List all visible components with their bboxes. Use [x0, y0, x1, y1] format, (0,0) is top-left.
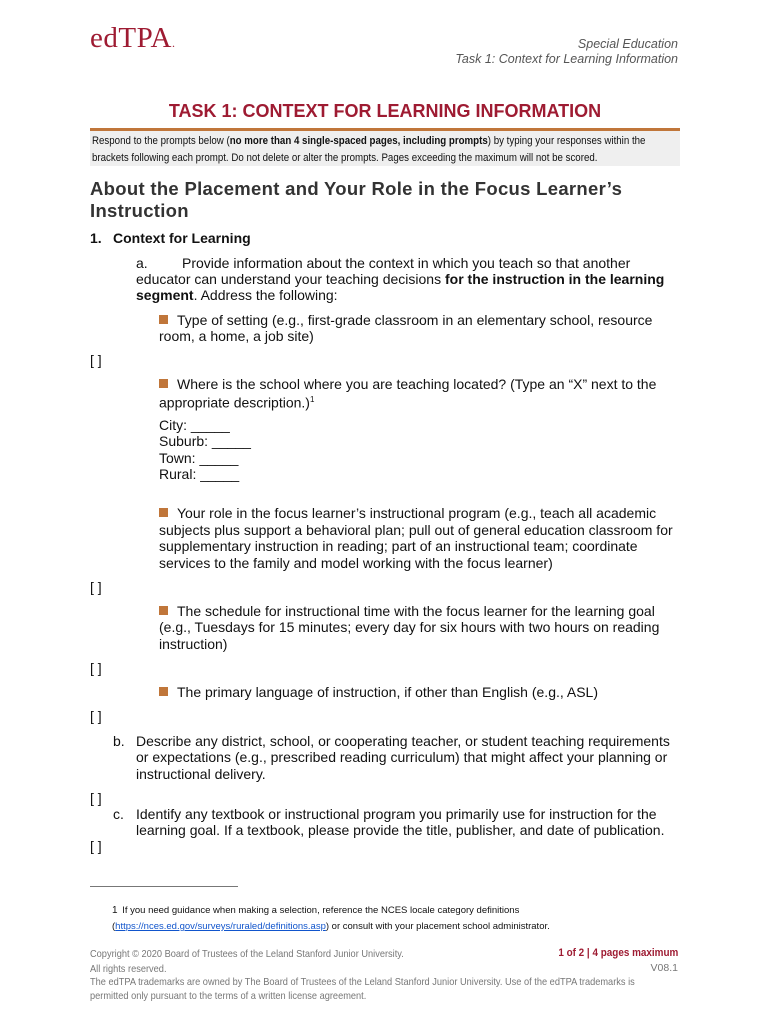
version-label: V08.1 — [650, 962, 678, 974]
bullet-square-icon — [159, 379, 168, 388]
bullet-square-icon — [159, 315, 168, 324]
response-bracket-language[interactable]: [ ] — [90, 708, 102, 724]
q1b-label: b. — [113, 733, 125, 749]
response-bracket-schedule[interactable]: [ ] — [90, 660, 102, 676]
bullet-setting-text1: Type of setting (e.g., first-grade classroom in an elementary school, resource — [177, 312, 653, 328]
bullet-setting-line1 — [159, 312, 652, 329]
bullet-language-text1: The primary language of instruction, if other than English (e.g., ASL) — [177, 684, 599, 700]
response-bracket-setting[interactable]: [ ] — [90, 352, 102, 368]
bullet-role-line4: services to the family and model working with the focus learner) — [159, 555, 553, 571]
footnote-rule — [90, 886, 238, 887]
footnote-ref[interactable]: 1 — [309, 395, 315, 404]
q1b-line2: or expectations (e.g., prescribed reading curriculum) that might affect your planning or — [136, 749, 668, 765]
copyright-line1: Copyright © 2020 Board of Trustees of the Leland Stanford Junior University. — [90, 948, 404, 960]
bullet-schedule-line1 — [159, 603, 655, 620]
bullet-location-line2 — [159, 392, 314, 411]
bullet-role-line1 — [159, 505, 656, 522]
bullet-square-icon — [159, 606, 168, 615]
location-city[interactable]: City: _____ — [159, 417, 230, 433]
response-bracket-textbook[interactable]: [ ] — [90, 838, 102, 854]
q1a-text3: . Address the following: — [193, 287, 338, 303]
bullet-location-line1 — [159, 376, 656, 393]
footnote-open-paren: ( — [112, 921, 116, 932]
instructions-bold: no more than 4 single-spaced pages, including prompts — [229, 135, 488, 147]
q1c-line1: Identify any textbook or instructional program you primarily use for instruction for the — [136, 806, 657, 822]
q1a-line2 — [136, 271, 664, 288]
q1a-line1: Provide information about the context in which you teach so that another — [182, 255, 631, 271]
header-task: Task 1: Context for Learning Information — [455, 52, 678, 66]
bullet-location-text2: appropriate description.) — [159, 394, 310, 411]
footnote-line2: ) or consult with your placement school administrator. — [325, 921, 550, 932]
footnote — [112, 903, 550, 935]
bullet-role-text1: Your role in the focus learner’s instructional program (e.g., teach all academic — [177, 505, 657, 521]
q1a-text2: educator can understand your teaching decisions — [136, 271, 445, 287]
bullet-setting-line2: room, a home, a job site) — [159, 328, 314, 344]
q1c-label: c. — [113, 806, 124, 822]
footnote-number: 1 — [112, 905, 118, 916]
location-suburb[interactable]: Suburb: _____ — [159, 433, 251, 449]
logo-text: edTPA — [90, 22, 172, 54]
trademark-line1: The edTPA trademarks are owned by The Board of Trustees of the Leland Stanford Junior University. Use of the edTPA trademarks is — [90, 976, 635, 988]
q1-title: Context for Learning — [113, 230, 251, 246]
location-town[interactable]: Town: _____ — [159, 450, 239, 466]
bullet-language-line1 — [159, 684, 598, 701]
page-indicator: 1 of 2 | 4 pages maximum — [558, 947, 678, 959]
bullet-schedule-line3: instruction) — [159, 636, 228, 652]
q1c-line2: learning goal. If a textbook, please provide the title, publisher, and date of publication. — [136, 822, 665, 838]
trademark-line2: permitted only pursuant to the terms of a written license agreement. — [90, 990, 367, 1002]
q1b-line3: instructional delivery. — [136, 766, 266, 782]
footnote-line1: If you need guidance when making a selection, reference the NCES locale category definitions — [122, 905, 520, 916]
copyright-line2: All rights reserved. — [90, 963, 167, 975]
q1a-bold1: for the instruction in the learning — [444, 271, 665, 287]
bullet-schedule-line2: (e.g., Tuesdays for 15 minutes; every day for six hours with two hours on reading — [159, 619, 660, 635]
bullet-role-line3: supplementary instruction in reading; part of an instructional team; coordinate — [159, 538, 638, 554]
instructions-pre: Respond to the prompts below ( — [92, 135, 230, 147]
response-bracket-requirements[interactable]: [ ] — [90, 790, 102, 806]
edtpa-logo — [90, 22, 176, 55]
q1a-bold2: segment — [136, 287, 194, 303]
q1a-line3 — [136, 287, 338, 304]
response-bracket-role[interactable]: [ ] — [90, 579, 102, 595]
q1b-line1: Describe any district, school, or cooperating teacher, or student teaching requirements — [136, 733, 670, 749]
q1a-label: a. — [136, 255, 148, 271]
nces-definitions-link[interactable]: https://nces.ed.gov/surveys/ruraled/definitions.asp — [115, 921, 326, 932]
location-rural[interactable]: Rural: _____ — [159, 466, 240, 482]
bullet-square-icon — [159, 508, 168, 517]
instructions-text — [92, 133, 678, 166]
instructions-post: ) by typing your responses within the brackets following each prompt. Do not delete or alter the prompts. Pages exceeding the maximum will not be scored. — [92, 135, 646, 164]
page-title: TASK 1: CONTEXT FOR LEARNING INFORMATION — [168, 101, 602, 121]
q1-number: 1. — [90, 230, 102, 246]
section-heading: About the Placement and Your Role in the Focus Learner’s Instruction — [90, 178, 623, 221]
bullet-role-line2: subjects plus support a behavioral plan; pull out of general education classroom for — [159, 522, 673, 538]
bullet-schedule-text1: The schedule for instructional time with the focus learner for the learning goal — [177, 603, 655, 619]
bullet-location-text1: Where is the school where you are teaching located? (Type an “X” next to the — [177, 376, 657, 392]
logo-mark: . — [172, 36, 176, 50]
header-subject: Special Education — [577, 37, 678, 51]
bullet-square-icon — [159, 687, 168, 696]
